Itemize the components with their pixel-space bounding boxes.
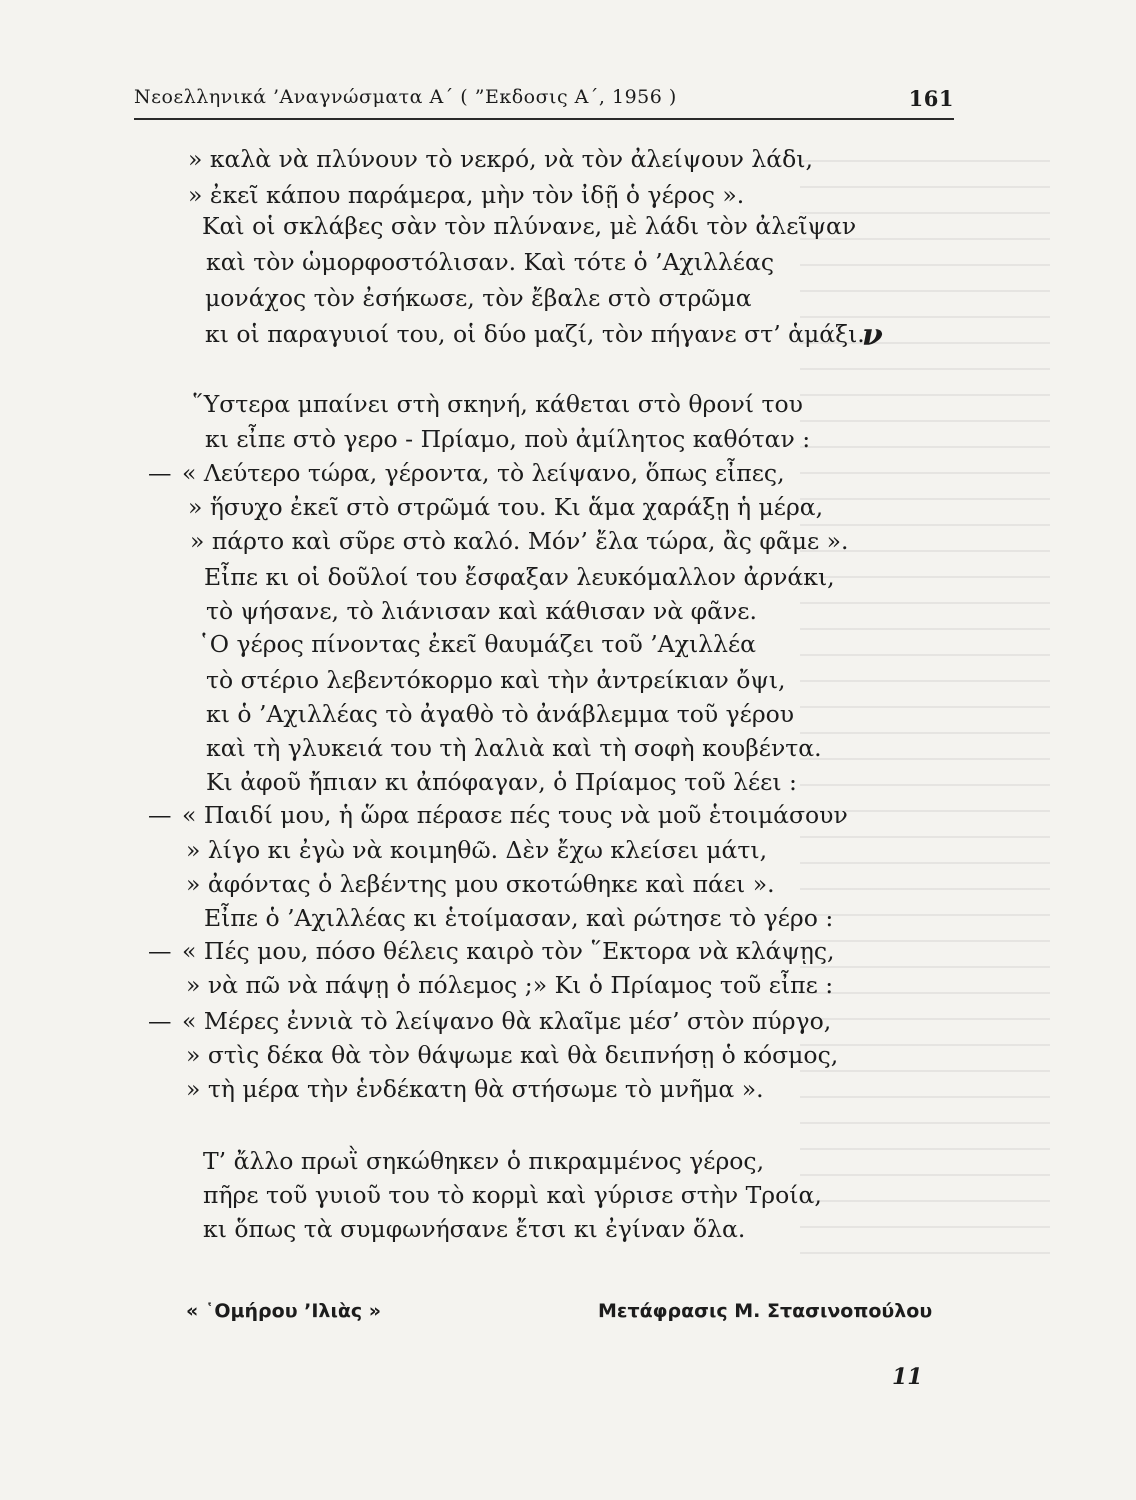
- poem-line: Κι ἀφοῦ ἤπιαν κι ἀπόφαγαν, ὁ Πρίαμος τοῦ λέει :: [206, 768, 797, 796]
- poem-line: καὶ τὴ γλυκειά του τὴ λαλιὰ καὶ τὴ σοφὴ κουβέντα.: [206, 734, 822, 762]
- poem-line: κι εἶπε στὸ γερο - Πρίαμο, ποὺ ἀμίλητος καθόταν :: [205, 425, 811, 453]
- translator-credit: Μετάφρασις Μ. Στασινοπούλου: [598, 1300, 933, 1322]
- poem-line: κι οἱ παραγυιοί του, οἱ δύο μαζί, τὸν πήγανε στ’ ἁμάξι.: [205, 320, 865, 348]
- dialogue-dash: —: [148, 937, 172, 965]
- header-title: Νεοελληνικά ’Αναγνώσματα Α΄ ( ”Εκδοσις Α΄, 1956 ): [134, 86, 677, 108]
- poem-line: » ἥσυχο ἐκεῖ στὸ στρῶμά του. Κι ἅμα χαράξῃ ἡ μέρα,: [188, 493, 824, 521]
- poem-line: » νὰ πῶ νὰ πάψῃ ὁ πόλεμος ;» Κι ὁ Πρίαμος τοῦ εἶπε :: [186, 971, 834, 999]
- signature-number: 11: [892, 1364, 923, 1390]
- dialogue-dash: —: [148, 1007, 172, 1035]
- poem-line: Εἶπε ὁ ’Αχιλλέας κι ἑτοίμασαν, καὶ ρώτησε τὸ γέρο :: [204, 904, 834, 932]
- poem-line: μονάχος τὸν ἐσήκωσε, τὸν ἔβαλε στὸ στρῶμα: [205, 284, 752, 312]
- poem-line: κι ὁ ’Αχιλλέας τὸ ἀγαθὸ τὸ ἀνάβλεμμα τοῦ γέρου: [206, 700, 795, 728]
- poem-line: ῾Ο γέρος πίνοντας ἐκεῖ θαυμάζει τοῦ ’Αχιλλέα: [198, 630, 757, 658]
- dialogue-dash: —: [148, 459, 172, 487]
- poem-line: πῆρε τοῦ γυιοῦ του τὸ κορμὶ καὶ γύρισε στὴν Τροία,: [203, 1181, 822, 1209]
- poem-line: » ἀφόντας ὁ λεβέντης μου σκοτώθηκε καὶ πάει ».: [186, 870, 775, 898]
- source-citation: « ῾Ομήρου ’Ιλιὰς »: [186, 1300, 382, 1322]
- poem-line: » τὴ μέρα τὴν ἑνδέκατη θὰ στήσωμε τὸ μνῆμα ».: [186, 1075, 764, 1103]
- poem-line: « Μέρες ἐννιὰ τὸ λείψανο θὰ κλαῖμε μέσ’ στὸν πύργο,: [182, 1007, 832, 1035]
- poem-line: τὸ ψήσανε, τὸ λιάνισαν καὶ κάθισαν νὰ φᾶνε.: [206, 597, 757, 625]
- poem-line: Τ’ ἄλλο πρωῒ σηκώθηκεν ὁ πικραμμένος γέρος,: [203, 1147, 765, 1175]
- poem-line: « Παιδί μου, ἡ ὥρα πέρασε πές τους νὰ μοῦ ἑτοιμάσουν: [182, 801, 848, 829]
- poem-line: « Πές μου, πόσο θέλεις καιρὸ τὸν ῞Εκτορα νὰ κλάψῃς,: [182, 937, 835, 965]
- page-number: 161: [908, 86, 954, 111]
- poem-line: » ἐκεῖ κάπου παράμερα, μὴν τὸν ἰδῇ ὁ γέρος ».: [188, 181, 745, 209]
- poem-line: ῞Υστερα μπαίνει στὴ σκηνή, κάθεται στὸ θρονί του: [192, 390, 803, 418]
- poem-line: καὶ τὸν ὡμορφοστόλισαν. Καὶ τότε ὁ ’Αχιλλέας: [206, 248, 774, 276]
- poem-line: » καλὰ νὰ πλύνουν τὸ νεκρό, νὰ τὸν ἀλείψουν λάδι,: [188, 145, 813, 173]
- poem-line: » πάρτο καὶ σῦρε στὸ καλό. Μόν’ ἔλα τώρα, ἂς φᾶμε ».: [190, 527, 849, 555]
- dialogue-dash: —: [148, 801, 172, 829]
- poem-line: Εἶπε κι οἱ δοῦλοί του ἔσφαξαν λευκόμαλλον ἀρνάκι,: [204, 563, 835, 591]
- poem-line: κι ὅπως τὰ συμφωνήσανε ἔτσι κι ἐγίναν ὅλα.: [203, 1215, 746, 1243]
- poem-line: « Λεύτερο τώρα, γέροντα, τὸ λείψανο, ὅπως εἶπες,: [182, 459, 785, 487]
- poem-line: Καὶ οἱ σκλάβες σὰν τὸν πλύνανε, μὲ λάδι τὸν ἀλεῖψαν: [202, 212, 857, 240]
- header-rule: [134, 118, 954, 120]
- check-mark: ν: [862, 318, 883, 353]
- running-header: [134, 86, 954, 116]
- poem-line: τὸ στέριο λεβεντόκορμο καὶ τὴν ἀντρείκιαν ὄψι,: [206, 666, 786, 694]
- poem-line: » λίγο κι ἐγὼ νὰ κοιμηθῶ. Δὲν ἔχω κλείσει μάτι,: [186, 836, 768, 864]
- poem-line: » στὶς δέκα θὰ τὸν θάψωμε καὶ θὰ δειπνήσῃ ὁ κόσμος,: [186, 1041, 839, 1069]
